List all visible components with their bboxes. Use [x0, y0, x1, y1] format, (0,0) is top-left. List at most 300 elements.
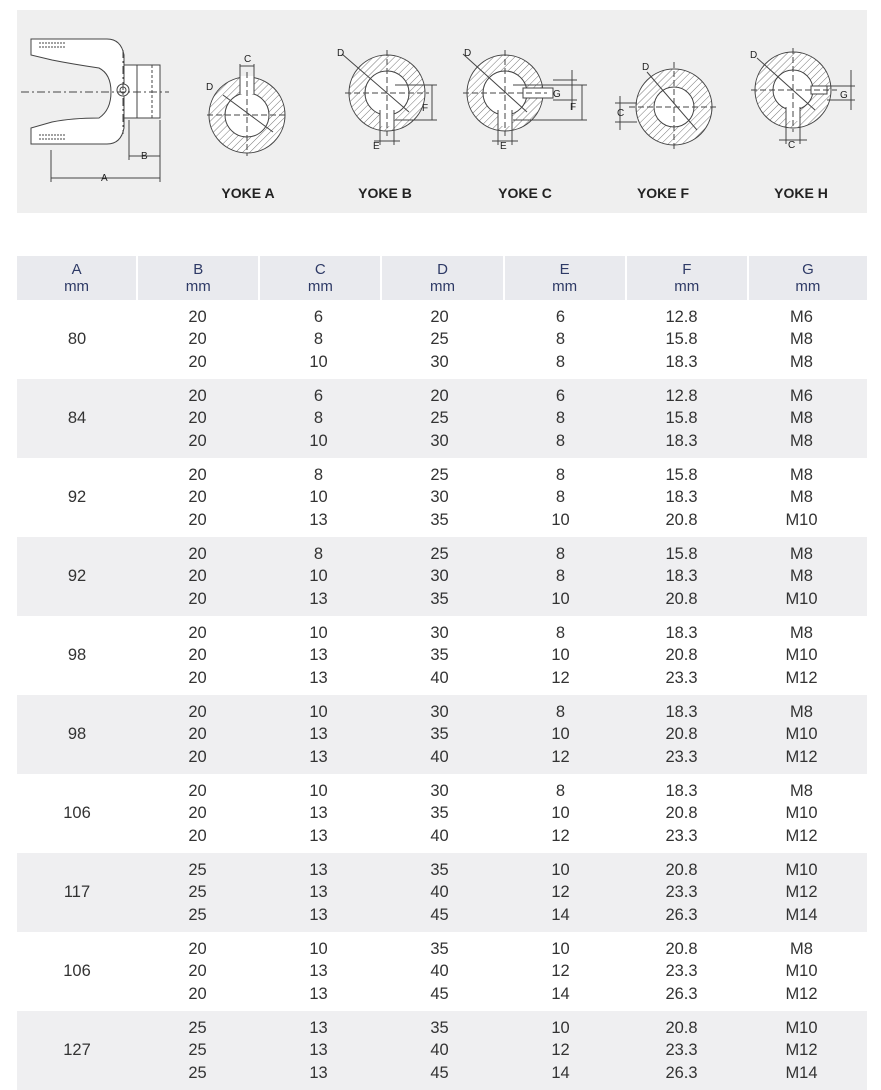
column-header-letter: B	[193, 261, 204, 278]
cell-c-value: 10	[309, 488, 328, 507]
cell-d-value: 40	[430, 826, 449, 845]
cell-c-value: 6	[313, 308, 324, 327]
cell-d	[379, 938, 500, 1005]
cell-e	[500, 938, 621, 1005]
cell-b-value: 20	[188, 703, 207, 722]
yoke-c-dim-d: D	[464, 48, 472, 59]
cell-a: 98	[67, 646, 87, 664]
cell-g	[742, 1017, 861, 1084]
cell-e-value: 8	[555, 409, 566, 428]
yoke-c-drawing	[463, 50, 587, 145]
cell-e-value: 12	[551, 883, 570, 902]
cell-d-value: 30	[430, 488, 449, 507]
cell-e-value: 8	[555, 545, 566, 564]
cell-e	[500, 701, 621, 768]
cell-f-value: 26.3	[665, 984, 698, 1003]
cell-b	[137, 622, 258, 689]
cell-b-value: 20	[188, 668, 207, 687]
cell-f-value: 15.8	[665, 545, 698, 564]
cell-f-value: 23.3	[665, 1041, 698, 1060]
cell-f-value: 12.8	[665, 308, 698, 327]
cell-e-value: 12	[551, 1041, 570, 1060]
cell-g-value: M12	[785, 668, 818, 687]
yoke-c-dim-g: G	[553, 89, 561, 100]
column-header-unit: mm	[185, 278, 211, 295]
cell-g-value: M8	[790, 330, 813, 349]
cell-f-value: 20.8	[665, 589, 698, 608]
cell-b-value: 20	[188, 466, 207, 485]
cell-e-value: 8	[555, 431, 566, 450]
cell-c-value: 13	[309, 962, 328, 981]
cell-c	[258, 543, 379, 610]
cell-d	[379, 701, 500, 768]
cell-d-value: 30	[430, 703, 449, 722]
cell-g	[742, 938, 861, 1005]
cell-f	[621, 938, 742, 1005]
cell-d-value: 30	[430, 782, 449, 801]
dim-b-label: B	[141, 151, 148, 162]
table-row-group	[17, 616, 867, 695]
cell-e	[500, 859, 621, 926]
cell-f-value: 15.8	[665, 330, 698, 349]
cell-d-value: 40	[430, 668, 449, 687]
cell-a: 84	[67, 409, 87, 427]
cell-g-value: M8	[790, 567, 813, 586]
column-header-d	[382, 256, 502, 300]
cell-e-value: 10	[551, 646, 570, 665]
cell-c	[258, 701, 379, 768]
cell-d-value: 40	[430, 962, 449, 981]
cell-e-value: 10	[551, 725, 570, 744]
yoke-c-dim-e: E	[500, 141, 507, 152]
cell-b-value: 20	[188, 330, 207, 349]
cell-g-value: M8	[790, 466, 813, 485]
cell-d-value: 35	[430, 940, 449, 959]
cell-b-value: 20	[188, 352, 207, 371]
cell-e-value: 10	[551, 510, 570, 529]
column-header-unit: mm	[307, 278, 333, 295]
cell-f-value: 23.3	[665, 826, 698, 845]
cell-b	[137, 780, 258, 847]
cell-g-value: M10	[785, 804, 818, 823]
cell-g-value: M10	[785, 725, 818, 744]
cell-g-value: M12	[785, 883, 818, 902]
cell-b-value: 20	[188, 308, 207, 327]
cell-d-value: 35	[430, 861, 449, 880]
cell-b-value: 20	[188, 409, 207, 428]
cell-c-value: 10	[309, 940, 328, 959]
yoke-c-label: YOKE C	[498, 185, 552, 201]
cell-f-value: 26.3	[665, 905, 698, 924]
cell-g-value: M6	[790, 308, 813, 327]
cell-f-value: 23.3	[665, 962, 698, 981]
cell-g-value: M14	[785, 905, 818, 924]
cell-e-value: 12	[551, 747, 570, 766]
column-header-b	[138, 256, 258, 300]
cell-g-value: M8	[790, 409, 813, 428]
cell-e	[500, 622, 621, 689]
cell-b-value: 25	[188, 1041, 207, 1060]
cell-c-value: 13	[309, 589, 328, 608]
yoke-drawings	[17, 10, 867, 213]
table-row-group	[17, 379, 867, 458]
cell-e-value: 8	[555, 488, 566, 507]
table-row-group	[17, 458, 867, 537]
cell-g	[742, 780, 861, 847]
cell-d-value: 25	[430, 466, 449, 485]
column-header-letter: F	[682, 261, 692, 278]
cell-c-value: 13	[309, 1019, 328, 1038]
cell-f-value: 20.8	[665, 510, 698, 529]
cell-g-value: M8	[790, 545, 813, 564]
cell-d-value: 35	[430, 1019, 449, 1038]
cell-c-value: 13	[309, 861, 328, 880]
cell-b-value: 20	[188, 567, 207, 586]
cell-f-value: 20.8	[665, 940, 698, 959]
cell-g-value: M10	[785, 861, 818, 880]
cell-f-value: 18.3	[665, 703, 698, 722]
cell-b-value: 20	[188, 431, 207, 450]
cell-b-value: 20	[188, 747, 207, 766]
cell-d-value: 25	[430, 409, 449, 428]
cell-d-value: 45	[430, 984, 449, 1003]
cell-e	[500, 306, 621, 373]
cell-c-value: 10	[309, 703, 328, 722]
column-header-unit: mm	[674, 278, 700, 295]
cell-b-value: 20	[188, 510, 207, 529]
cell-g-value: M8	[790, 703, 813, 722]
cell-c	[258, 385, 379, 452]
cell-d	[379, 622, 500, 689]
cell-f-value: 23.3	[665, 747, 698, 766]
cell-e	[500, 1017, 621, 1084]
cell-g-value: M10	[785, 962, 818, 981]
cell-f	[621, 306, 742, 373]
cell-a: 92	[67, 488, 87, 506]
cell-d-value: 45	[430, 905, 449, 924]
cell-c-value: 13	[309, 725, 328, 744]
cell-g	[742, 859, 861, 926]
cell-e-value: 8	[555, 466, 566, 485]
cell-e-value: 12	[551, 668, 570, 687]
cell-b-value: 20	[188, 804, 207, 823]
column-header-unit: mm	[64, 278, 90, 295]
column-header-letter: D	[437, 261, 448, 278]
cell-d-value: 30	[430, 352, 449, 371]
cell-c-value: 8	[313, 330, 324, 349]
cell-d-value: 20	[430, 308, 449, 327]
cell-f-value: 23.3	[665, 668, 698, 687]
column-header-c	[260, 256, 380, 300]
table-row-group	[17, 695, 867, 774]
cell-c-value: 10	[309, 352, 328, 371]
cell-a: 117	[63, 883, 91, 901]
yoke-diagram-panel	[17, 10, 867, 213]
cell-c-value: 8	[313, 409, 324, 428]
cell-e-value: 8	[555, 782, 566, 801]
cell-g	[742, 306, 861, 373]
cell-d-value: 25	[430, 330, 449, 349]
cell-d	[379, 464, 500, 531]
cell-f-value: 18.3	[665, 782, 698, 801]
cell-d-value: 35	[430, 589, 449, 608]
table-header	[17, 256, 867, 300]
cell-f-value: 20.8	[665, 725, 698, 744]
cell-c-value: 13	[309, 905, 328, 924]
cell-f	[621, 464, 742, 531]
cell-d	[379, 780, 500, 847]
cell-c-value: 13	[309, 510, 328, 529]
cell-f-value: 26.3	[665, 1063, 698, 1082]
cell-g-value: M8	[790, 624, 813, 643]
cell-b-value: 20	[188, 940, 207, 959]
cell-e-value: 10	[551, 589, 570, 608]
cell-c-value: 8	[313, 466, 324, 485]
column-header-unit: mm	[552, 278, 578, 295]
cell-a: 106	[63, 804, 91, 822]
table-row-group	[17, 300, 867, 379]
cell-d	[379, 385, 500, 452]
cell-g-value: M10	[785, 589, 818, 608]
cell-b	[137, 701, 258, 768]
cell-c-value: 13	[309, 646, 328, 665]
cell-g	[742, 701, 861, 768]
table-row-group	[17, 1011, 867, 1090]
cell-d	[379, 306, 500, 373]
cell-e-value: 10	[551, 861, 570, 880]
yoke-f-dim-d: D	[642, 62, 650, 73]
cell-e-value: 8	[555, 352, 566, 371]
cell-b-value: 25	[188, 1063, 207, 1082]
cell-g-value: M10	[785, 510, 818, 529]
cell-e-value: 14	[551, 1063, 570, 1082]
cell-g-value: M8	[790, 782, 813, 801]
yoke-c-dim-f: F	[570, 102, 577, 113]
cell-c	[258, 306, 379, 373]
cell-f	[621, 543, 742, 610]
cell-f-value: 20.8	[665, 1019, 698, 1038]
column-header-e	[505, 256, 625, 300]
table-row-group	[17, 853, 867, 932]
yoke-h-label: YOKE H	[774, 185, 828, 201]
cell-c	[258, 622, 379, 689]
cell-c	[258, 464, 379, 531]
cell-f-value: 12.8	[665, 387, 698, 406]
column-header-f	[627, 256, 747, 300]
cell-d-value: 35	[430, 510, 449, 529]
cell-c	[258, 859, 379, 926]
cell-c-value: 13	[309, 747, 328, 766]
cell-d-value: 40	[430, 1041, 449, 1060]
column-header-unit: mm	[795, 278, 821, 295]
cell-d-value: 35	[430, 646, 449, 665]
cell-e	[500, 543, 621, 610]
cell-b-value: 20	[188, 387, 207, 406]
cell-a: 98	[67, 725, 87, 743]
table-body	[17, 300, 867, 1090]
cell-c-value: 13	[309, 668, 328, 687]
cell-d	[379, 859, 500, 926]
cell-b	[137, 1017, 258, 1084]
yoke-f-dim-c: C	[617, 108, 625, 119]
cell-e-value: 8	[555, 567, 566, 586]
cell-g-value: M12	[785, 747, 818, 766]
cell-f-value: 18.3	[665, 352, 698, 371]
cell-e	[500, 385, 621, 452]
column-header-letter: G	[802, 261, 814, 278]
cell-d-value: 35	[430, 725, 449, 744]
cell-b	[137, 306, 258, 373]
cell-c-value: 10	[309, 782, 328, 801]
cell-e-value: 6	[555, 308, 566, 327]
column-header-g	[749, 256, 867, 300]
yoke-b-label: YOKE B	[358, 185, 412, 201]
cell-e-value: 12	[551, 962, 570, 981]
cell-g	[742, 385, 861, 452]
cell-d-value: 30	[430, 567, 449, 586]
cell-b-value: 25	[188, 883, 207, 902]
cell-c-value: 13	[309, 1041, 328, 1060]
table-row-group	[17, 774, 867, 853]
cell-c	[258, 1017, 379, 1084]
cell-g	[742, 464, 861, 531]
cell-b	[137, 543, 258, 610]
yoke-h-dim-g: G	[840, 90, 848, 101]
cell-c-value: 13	[309, 883, 328, 902]
cell-a: 92	[67, 567, 87, 585]
cell-f-value: 18.3	[665, 624, 698, 643]
cell-f	[621, 385, 742, 452]
dim-a-label: A	[101, 173, 108, 184]
cell-g-value: M14	[785, 1063, 818, 1082]
yoke-a-dim-c: C	[244, 54, 252, 65]
cell-f-value: 20.8	[665, 804, 698, 823]
cell-e-value: 10	[551, 1019, 570, 1038]
cell-b	[137, 464, 258, 531]
cell-c-value: 8	[313, 545, 324, 564]
cell-d	[379, 543, 500, 610]
cell-a: 106	[63, 962, 91, 980]
cell-b-value: 20	[188, 646, 207, 665]
cell-d-value: 35	[430, 804, 449, 823]
cell-e-value: 6	[555, 387, 566, 406]
yoke-h-dim-d: D	[750, 50, 758, 61]
yoke-h-dim-c: C	[788, 140, 796, 151]
cell-b-value: 20	[188, 984, 207, 1003]
cell-g	[742, 543, 861, 610]
yoke-a-dim-d: D	[206, 82, 214, 93]
cell-e-value: 8	[555, 330, 566, 349]
cell-e-value: 8	[555, 703, 566, 722]
cell-c-value: 6	[313, 387, 324, 406]
cell-a: 80	[67, 330, 87, 348]
cell-g-value: M8	[790, 431, 813, 450]
yoke-b-drawing	[342, 50, 437, 145]
cell-b-value: 20	[188, 488, 207, 507]
cell-e-value: 12	[551, 826, 570, 845]
cell-g-value: M10	[785, 1019, 818, 1038]
cell-e-value: 14	[551, 905, 570, 924]
cell-b-value: 20	[188, 826, 207, 845]
cell-f-value: 18.3	[665, 488, 698, 507]
cell-e-value: 14	[551, 984, 570, 1003]
column-header-a	[17, 256, 136, 300]
cell-g-value: M6	[790, 387, 813, 406]
cell-c	[258, 938, 379, 1005]
cell-b-value: 25	[188, 1019, 207, 1038]
cell-b	[137, 859, 258, 926]
cell-d	[379, 1017, 500, 1084]
cell-f-value: 18.3	[665, 567, 698, 586]
cell-c-value: 10	[309, 431, 328, 450]
cell-c-value: 13	[309, 804, 328, 823]
cell-b-value: 20	[188, 725, 207, 744]
cell-d-value: 30	[430, 624, 449, 643]
column-header-letter: A	[71, 261, 82, 278]
cell-b	[137, 385, 258, 452]
cell-c-value: 13	[309, 984, 328, 1003]
cell-b-value: 20	[188, 589, 207, 608]
column-header-letter: E	[559, 261, 570, 278]
cell-f	[621, 859, 742, 926]
cell-b-value: 25	[188, 905, 207, 924]
cell-d-value: 20	[430, 387, 449, 406]
cell-b-value: 20	[188, 962, 207, 981]
cell-f	[621, 622, 742, 689]
cell-c	[258, 780, 379, 847]
cell-g	[742, 622, 861, 689]
column-header-unit: mm	[429, 278, 455, 295]
cell-g-value: M8	[790, 352, 813, 371]
cell-e-value: 10	[551, 804, 570, 823]
yoke-a-label: YOKE A	[221, 185, 275, 201]
cell-e	[500, 464, 621, 531]
cell-f	[621, 1017, 742, 1084]
yoke-f-drawing	[615, 62, 719, 152]
cell-g-value: M12	[785, 826, 818, 845]
cell-g-value: M12	[785, 984, 818, 1003]
cell-f-value: 18.3	[665, 431, 698, 450]
yoke-f-label: YOKE F	[636, 185, 690, 201]
yoke-b-dim-f: F	[422, 103, 429, 114]
cell-g-value: M12	[785, 1041, 818, 1060]
cell-b-value: 20	[188, 545, 207, 564]
cell-c-value: 10	[309, 624, 328, 643]
cell-c-value: 13	[309, 826, 328, 845]
cell-d-value: 45	[430, 1063, 449, 1082]
cell-b-value: 20	[188, 624, 207, 643]
cell-c-value: 13	[309, 1063, 328, 1082]
cell-f-value: 15.8	[665, 466, 698, 485]
cell-f-value: 15.8	[665, 409, 698, 428]
yoke-spec-table	[17, 256, 867, 1090]
cell-f	[621, 780, 742, 847]
cell-d-value: 40	[430, 883, 449, 902]
cell-e-value: 10	[551, 940, 570, 959]
cell-c-value: 10	[309, 567, 328, 586]
cell-e-value: 8	[555, 624, 566, 643]
cell-b-value: 20	[188, 782, 207, 801]
cell-g-value: M8	[790, 940, 813, 959]
yoke-a-drawing	[207, 64, 287, 156]
cell-g-value: M10	[785, 646, 818, 665]
cell-d-value: 40	[430, 747, 449, 766]
cell-e	[500, 780, 621, 847]
cell-d-value: 25	[430, 545, 449, 564]
table-row-group	[17, 537, 867, 616]
cell-d-value: 30	[430, 431, 449, 450]
yoke-b-dim-d: D	[337, 48, 345, 59]
